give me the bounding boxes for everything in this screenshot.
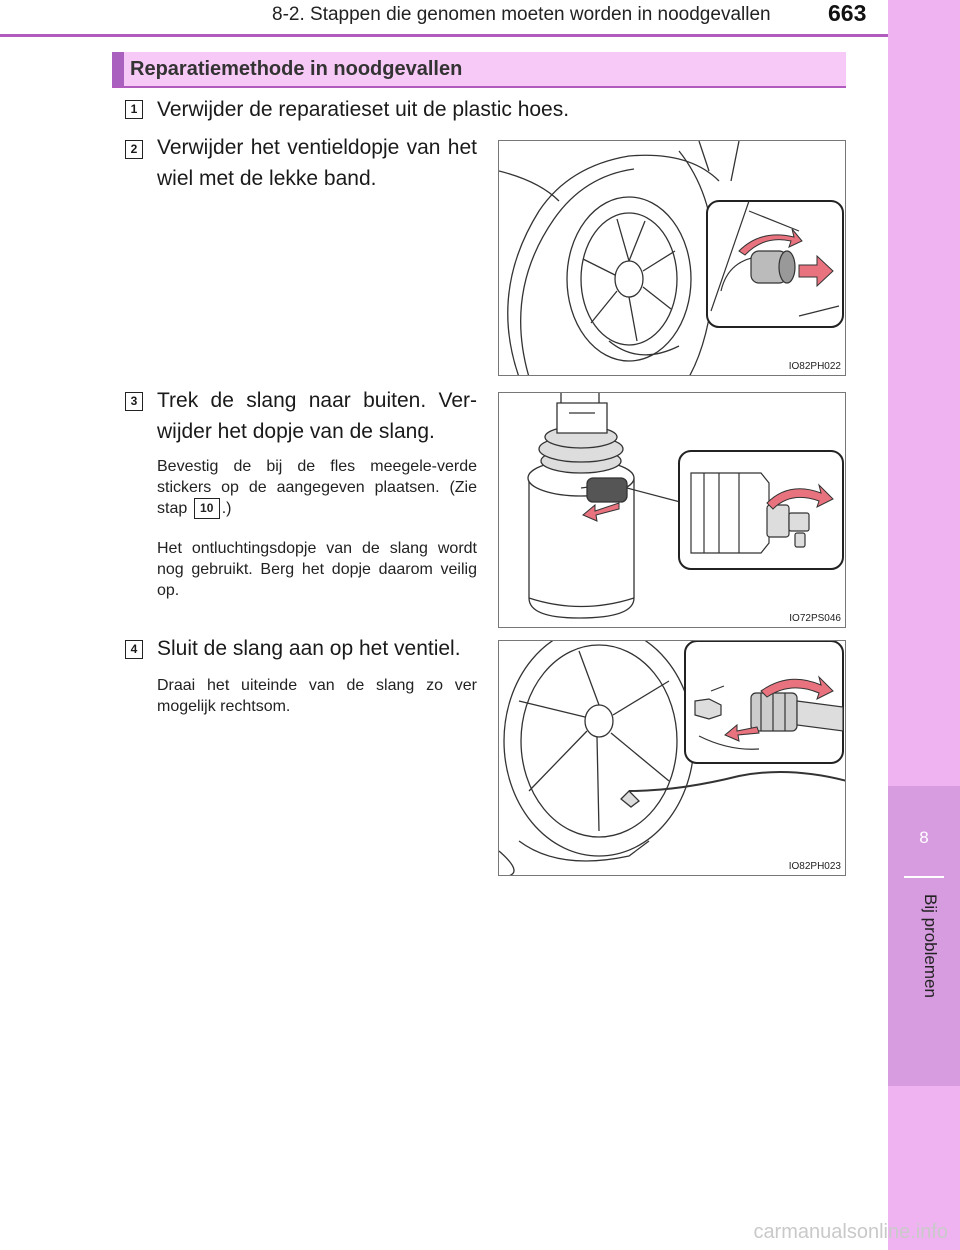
wheel-valve-illustration [499,141,846,376]
step-number-3: 3 [125,392,143,411]
step-ref-badge: 10 [194,498,220,519]
figure-pull-out-hose [498,392,846,628]
section-accent [112,52,124,86]
step-3-note-cap: Het ontluchtingsdopje van de slang wordt nog gebruikt. Berg het dopje daarom veilig op. [157,540,477,599]
chapter-number: 8 [919,828,929,847]
step-3-text: Trek de slang naar buiten. Ver-wijder het dopje van de slang. [157,389,477,443]
figure-remove-valve-cap [498,140,846,376]
step-1-text: Verwijder de reparatieset uit de plastic hoes. [157,98,570,121]
figure-1-caption: IO82PH022 [788,361,841,372]
header-rule [0,34,888,37]
hose-connection-illustration [499,641,846,876]
step-3-note-stickers-end: .) [221,500,232,517]
step-number-1: 1 [125,100,143,119]
step-3-note-stickers [157,456,477,519]
chapter-tab-box [888,786,960,1086]
chapter-divider [904,876,944,878]
figure-2-caption: IO72PS046 [789,613,841,624]
step-number-2: 2 [125,140,143,159]
section-title: Reparatiemethode in noodgevallen [130,58,463,80]
watermark: carmanualsonline.info [753,1221,948,1243]
step-4-note: Draai het uiteinde van de slang zo ver mogelijk rechtsom. [157,677,477,715]
sealant-bottle-illustration [499,393,846,628]
step-number-4: 4 [125,640,143,659]
chapter-title: Bij problemen [921,894,940,998]
section-header [112,52,846,88]
step-3-note-stickers-text: Bevestig de bij de fles meegele-verde stickers op de aangegeven plaatsen. (Zie stap [157,458,477,517]
page-number: 663 [828,0,867,26]
step-2-text: Verwijder het ventieldopje van het wiel met de lekke band. [157,136,477,190]
figure-connect-hose [498,640,846,876]
running-header: 8-2. Stappen die genomen moeten worden in noodgevallen [272,4,771,25]
figure-3-caption: IO82PH023 [788,861,841,872]
step-4-text: Sluit de slang aan op het ventiel. [157,637,461,660]
